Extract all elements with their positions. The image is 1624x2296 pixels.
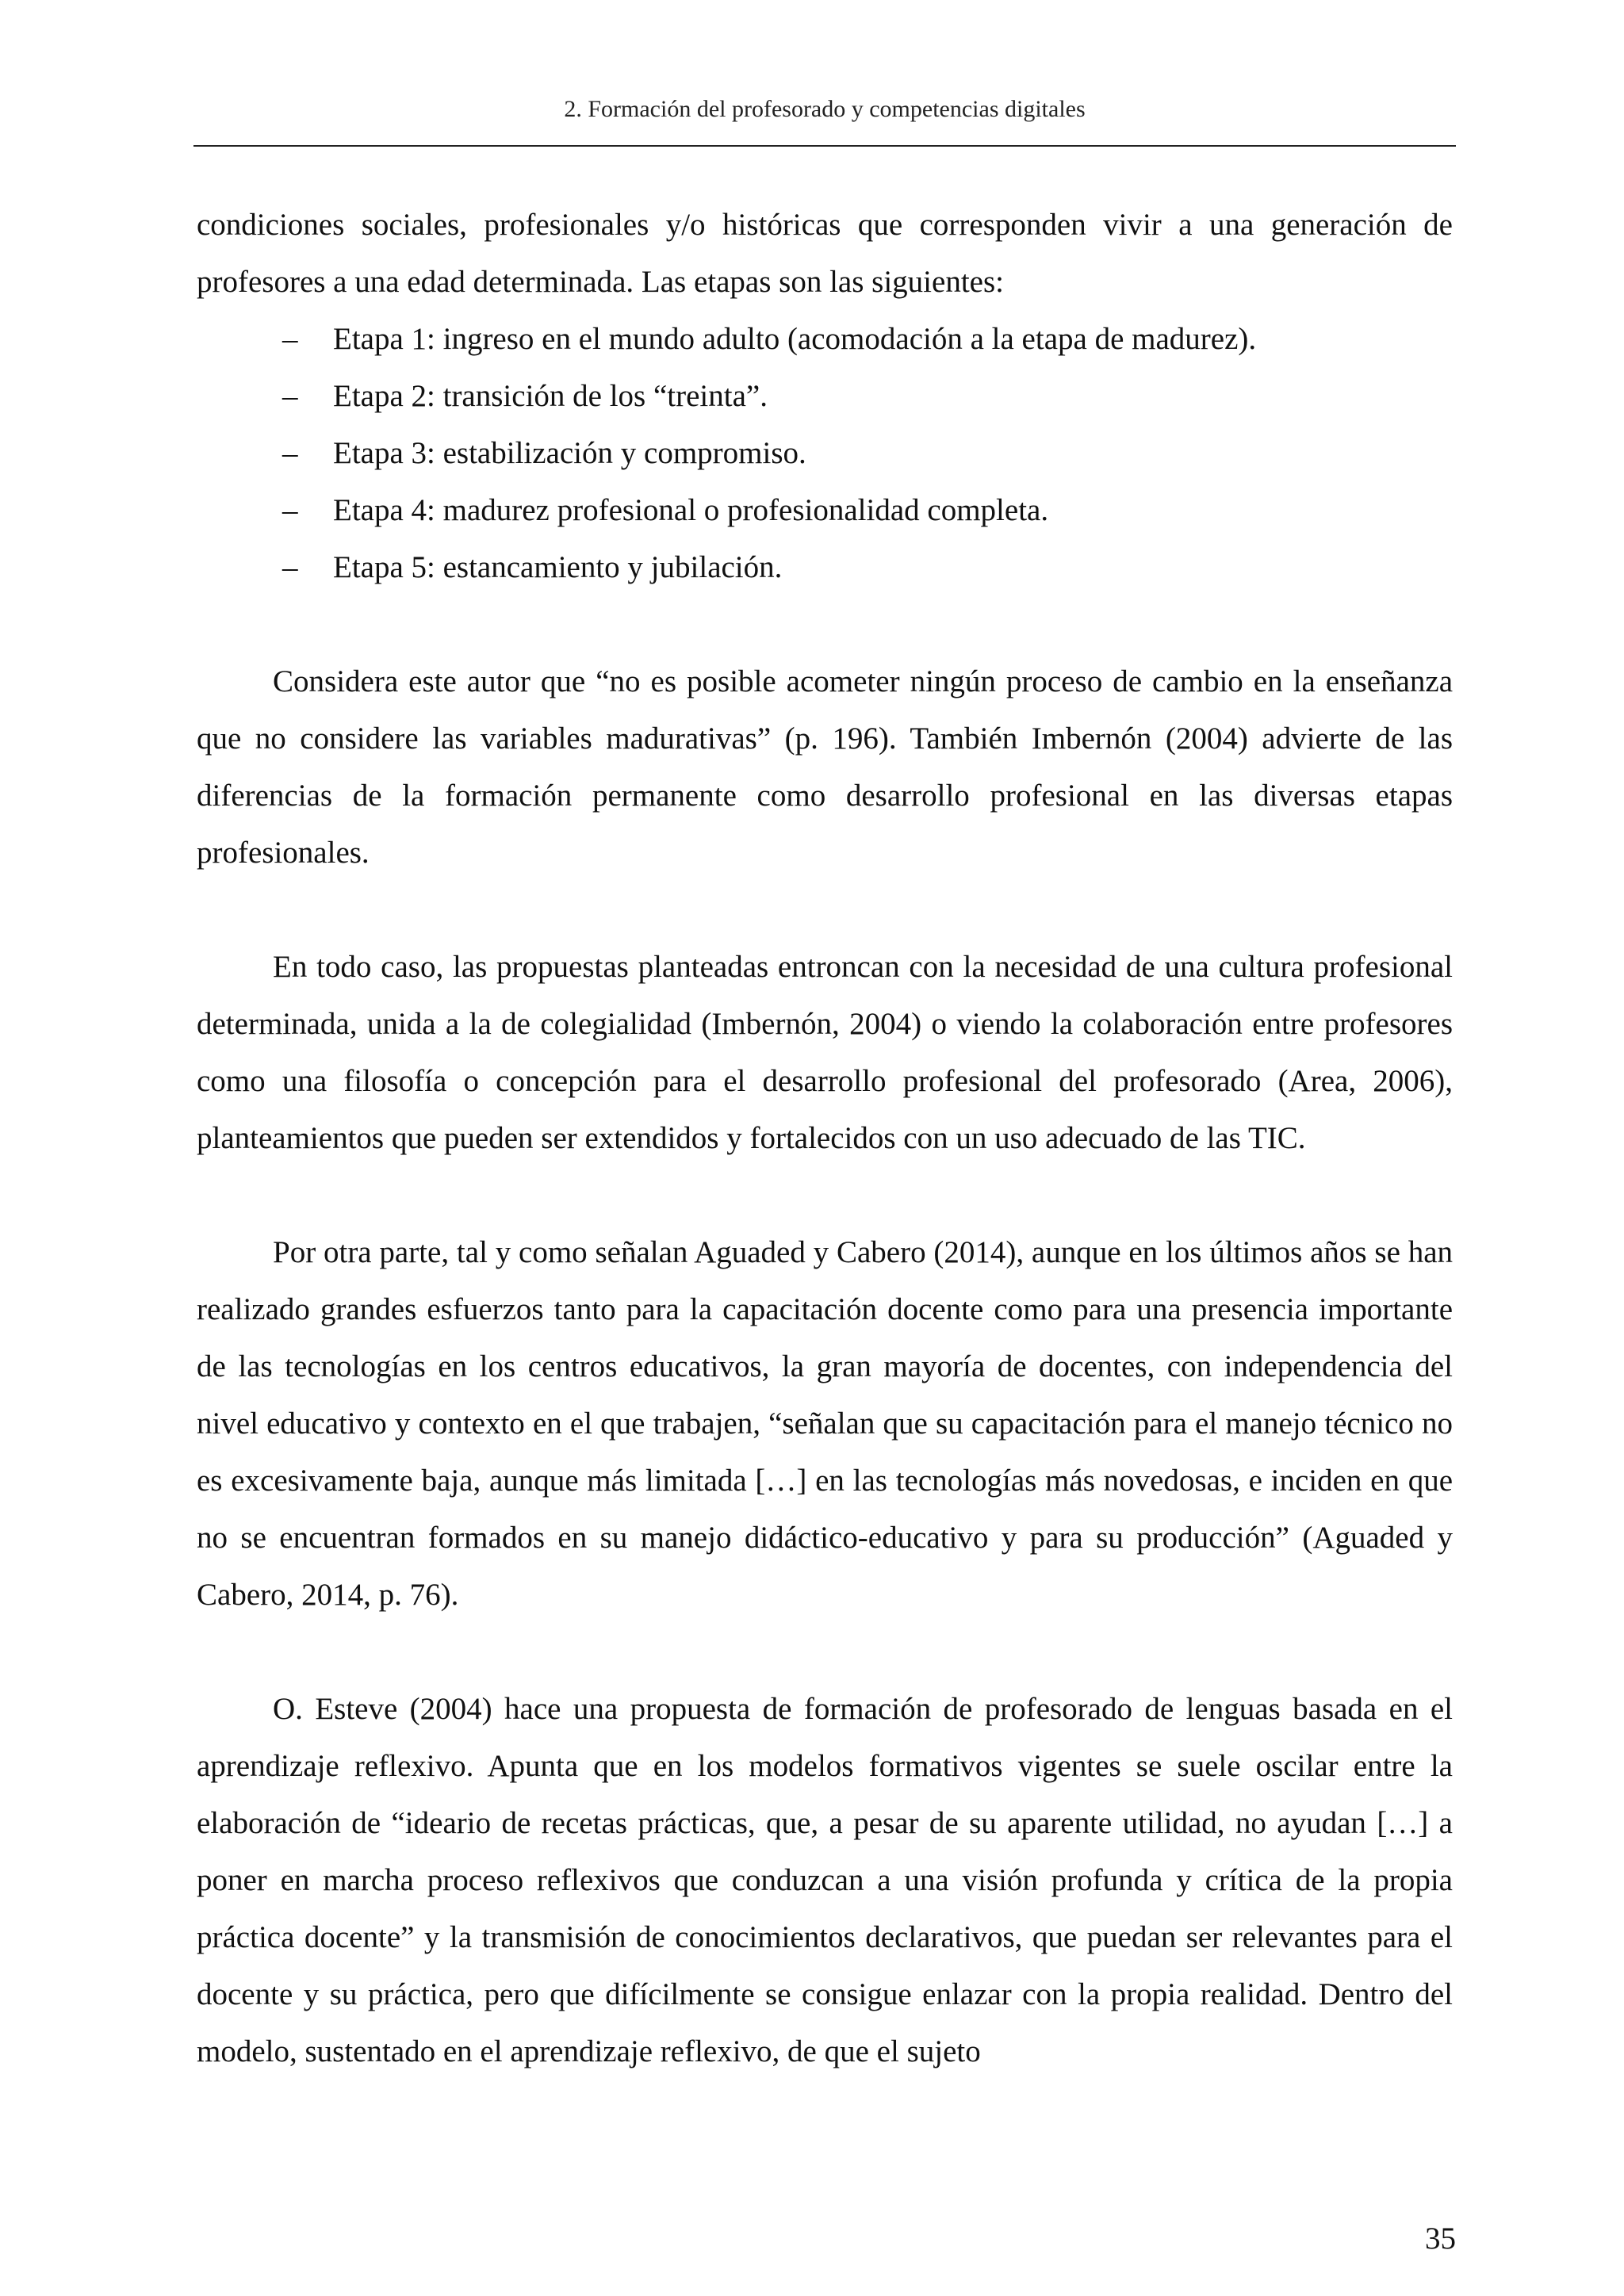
list-item [197,368,1453,425]
dash-bullet-icon: – [282,493,298,527]
header-rule [193,145,1456,147]
dash-bullet-icon: – [282,550,298,584]
page-number: 35 [1425,2221,1456,2256]
paragraph-continuation: condiciones sociales, profesionales y/o históricas que corresponden vivir a una generación de profesores a una edad determinada. Las etapas son las siguientes: [197,208,1453,299]
list-item [197,425,1453,482]
dash-bullet-icon: – [282,322,298,356]
list-item [197,311,1453,368]
stages-list [197,311,1453,596]
dash-bullet-icon: – [282,436,298,470]
list-item [197,539,1453,596]
list-item-text: Etapa 3: estabilización y compromiso. [333,436,806,470]
running-header: 2. Formación del profesorado y competencias digitales [564,96,1086,122]
list-item-text: Etapa 5: estancamiento y jubilación. [333,550,783,584]
list-item-text: Etapa 4: madurez profesional o profesionalidad completa. [333,493,1049,527]
body-text [197,197,1453,2080]
paragraph-maturation: Considera este autor que “no es posible acometer ningún proceso de cambio en la enseñanza que no considere las variables madurativas” (p. 196). También Imbernón (2004) advierte de las diferencias de la formación permanente como desarrollo profesional en las diversas etapas profesionales. [197,664,1453,870]
paragraph-esteve: O. Esteve (2004) hace una propuesta de formación de profesorado de lenguas basada en el aprendizaje reflexivo. Apunta que en los modelos formativos vigentes se suele oscilar entre la elaboración de “ideario de recetas prácticas, que, a pesar de su aparente utilidad, no ayudan […] a poner en marcha proceso reflexivos que conduzcan a una visión profunda y crítica de la propia práctica docente” y la transmisión de conocimientos declarativos, que puedan ser relevantes para el docente y su práctica, pero que difícilmente se consigue enlazar con la propia realidad. Dentro del modelo, sustentado en el aprendizaje reflexivo, de que el sujeto [197,1692,1453,2068]
dash-bullet-icon: – [282,379,298,413]
paragraph-collegiality: En todo caso, las propuestas planteadas entroncan con la necesidad de una cultura profesional determinada, unida a la de colegialidad (Imbernón, 2004) o viendo la colaboración entre profesores como una filosofía o concepción para el desarrollo profesional del profesorado (Area, 2006), planteamientos que pueden ser extendidos y fortalecidos con un uso adecuado de las TIC. [197,950,1453,1155]
list-item-text: Etapa 2: transición de los “treinta”. [333,379,768,413]
paragraph-aguaded-cabero: Por otra parte, tal y como señalan Aguaded y Cabero (2014), aunque en los últimos años se han realizado grandes esfuerzos tanto para la capacitación docente como para una presencia importante de las tecnologías en los centros educativos, la gran mayoría de docentes, con independencia del nivel educativo y contexto en el que trabajen, “señalan que su capacitación para el manejo técnico no es excesivamente baja, aunque más limitada […] en las tecnologías más novedosas, e inciden en que no se encuentran formados en su manejo didáctico-educativo y para su producción” (Aguaded y Cabero, 2014, p. 76). [197,1235,1453,1612]
list-item [197,482,1453,539]
list-item-text: Etapa 1: ingreso en el mundo adulto (acomodación a la etapa de madurez). [333,322,1257,356]
